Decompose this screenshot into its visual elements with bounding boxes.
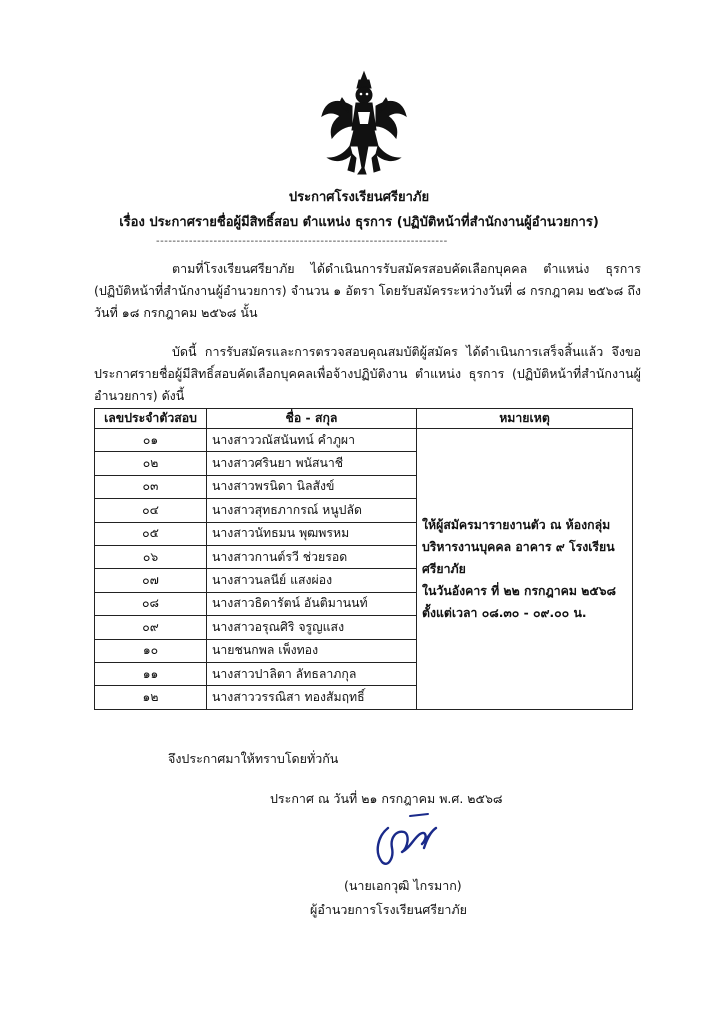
- candidate-name-cell: นางสาวอรุณศิริ จรูญแสง: [207, 616, 417, 639]
- exam-number-cell: ๐๗: [95, 569, 207, 592]
- exam-number-cell: ๐๒: [95, 452, 207, 475]
- announcement-title: ประกาศโรงเรียนศรียาภัย: [288, 190, 430, 205]
- exam-number-cell: ๐๙: [95, 616, 207, 639]
- exam-number-cell: ๑๑: [95, 662, 207, 685]
- exam-number-cell: ๐๘: [95, 592, 207, 615]
- signer-position: ผู้อำนวยการโรงเรียนศรียาภัย: [310, 902, 467, 917]
- candidate-name-cell: นางสาวนลนีย์ แสงผ่อง: [207, 569, 417, 592]
- exam-number-cell: ๐๑: [95, 429, 207, 452]
- candidate-name-cell: นางสาวธิดารัตน์ อันติมานนท์: [207, 592, 417, 615]
- remarks-text: ให้ผู้สมัครมารายงานตัว ณ ห้องกลุ่ม บริหารงานบุคคล อาคาร ๙ โรงเรียนศรียาภัย ในวันอังคาร ที่ ๒๒ กรกฎาคม ๒๕๖๘ ตั้งแต่เวลา ๐๘.๓๐ - ๐๙.๐๐ น.: [422, 517, 616, 620]
- exam-number-cell: ๐๓: [95, 475, 207, 498]
- exam-number-cell: ๑๐: [95, 639, 207, 662]
- candidate-table: [94, 408, 633, 710]
- candidate-name-cell: นางสาวกานต์รวี ช่วยรอด: [207, 545, 417, 568]
- column-header-exam-number: เลขประจำตัวสอบ: [95, 409, 207, 429]
- table-row: [95, 429, 633, 452]
- garuda-emblem-icon: [318, 68, 410, 178]
- announcement-date: ประกาศ ณ วันที่ ๒๑ กรกฎาคม พ.ศ. ๒๕๖๘: [270, 791, 503, 806]
- exam-number-cell: ๐๕: [95, 522, 207, 545]
- exam-number-cell: ๐๖: [95, 545, 207, 568]
- candidate-name-cell: นางสาวสุทธภากรณ์ หนูปลัด: [207, 499, 417, 522]
- closing-text: จึงประกาศมาให้ทราบโดยทั่วกัน: [168, 751, 339, 766]
- divider-line: -----------------------------------------------------------------------: [156, 236, 448, 247]
- remarks-cell: [417, 429, 633, 710]
- paragraph-announcement: บัดนี้ การรับสมัครและการตรวจสอบคุณสมบัติผู้สมัคร ได้ดำเนินการเสร็จสิ้นแล้ว จึงขอประกาศรายชื่อผู้มีสิทธิ์สอบคัดเลือกบุคคลเพื่อจ้างปฏิบัติงาน ตำแหน่ง ธุรการ (ปฏิบัติหน้าที่สำนักงานผู้อำนวยการ) ดังนี้: [94, 344, 641, 403]
- candidate-name-cell: นางสาวนัทธมน พุฒพรหม: [207, 522, 417, 545]
- exam-number-cell: ๐๔: [95, 499, 207, 522]
- signer-name: (นายเอกวุฒิ ไกรมาก): [344, 878, 462, 893]
- candidate-name-cell: นางสาวปาลิตา ลัทธลาภกุล: [207, 662, 417, 685]
- candidate-name-cell: นางสาวศรินยา พนัสนาชี: [207, 452, 417, 475]
- signature-icon: [370, 808, 440, 870]
- candidate-name-cell: นางสาววณัสนันทน์ คำภูผา: [207, 429, 417, 452]
- column-header-remarks: หมายเหตุ: [417, 409, 633, 429]
- announcement-subject: เรื่อง ประกาศรายชื่อผู้มีสิทธิ์สอบ ตำแหน่ง ธุรการ (ปฏิบัติหน้าที่สำนักงานผู้อำนวยการ): [119, 215, 599, 230]
- table-header-row: [95, 409, 633, 429]
- candidate-name-cell: นางสาววรรณิสา ทองสัมฤทธิ์: [207, 686, 417, 709]
- candidate-name-cell: นายชนกพล เพ็งทอง: [207, 639, 417, 662]
- candidate-name-cell: นางสาวพรนิดา นิลสังข์: [207, 475, 417, 498]
- exam-number-cell: ๑๒: [95, 686, 207, 709]
- paragraph-intro: ตามที่โรงเรียนศรียาภัย ได้ดำเนินการรับสมัครสอบคัดเลือกบุคคล ตำแหน่ง ธุรการ (ปฏิบัติหน้าที่สำนักงานผู้อำนวยการ) จำนวน ๑ อัตรา โดยรับสมัครระหว่างวันที่ ๘ กรกฎาคม ๒๕๖๘ ถึงวันที่ ๑๘ กรกฎาคม ๒๕๖๘ นั้น: [94, 261, 641, 320]
- column-header-name: ชื่อ - สกุล: [207, 409, 417, 429]
